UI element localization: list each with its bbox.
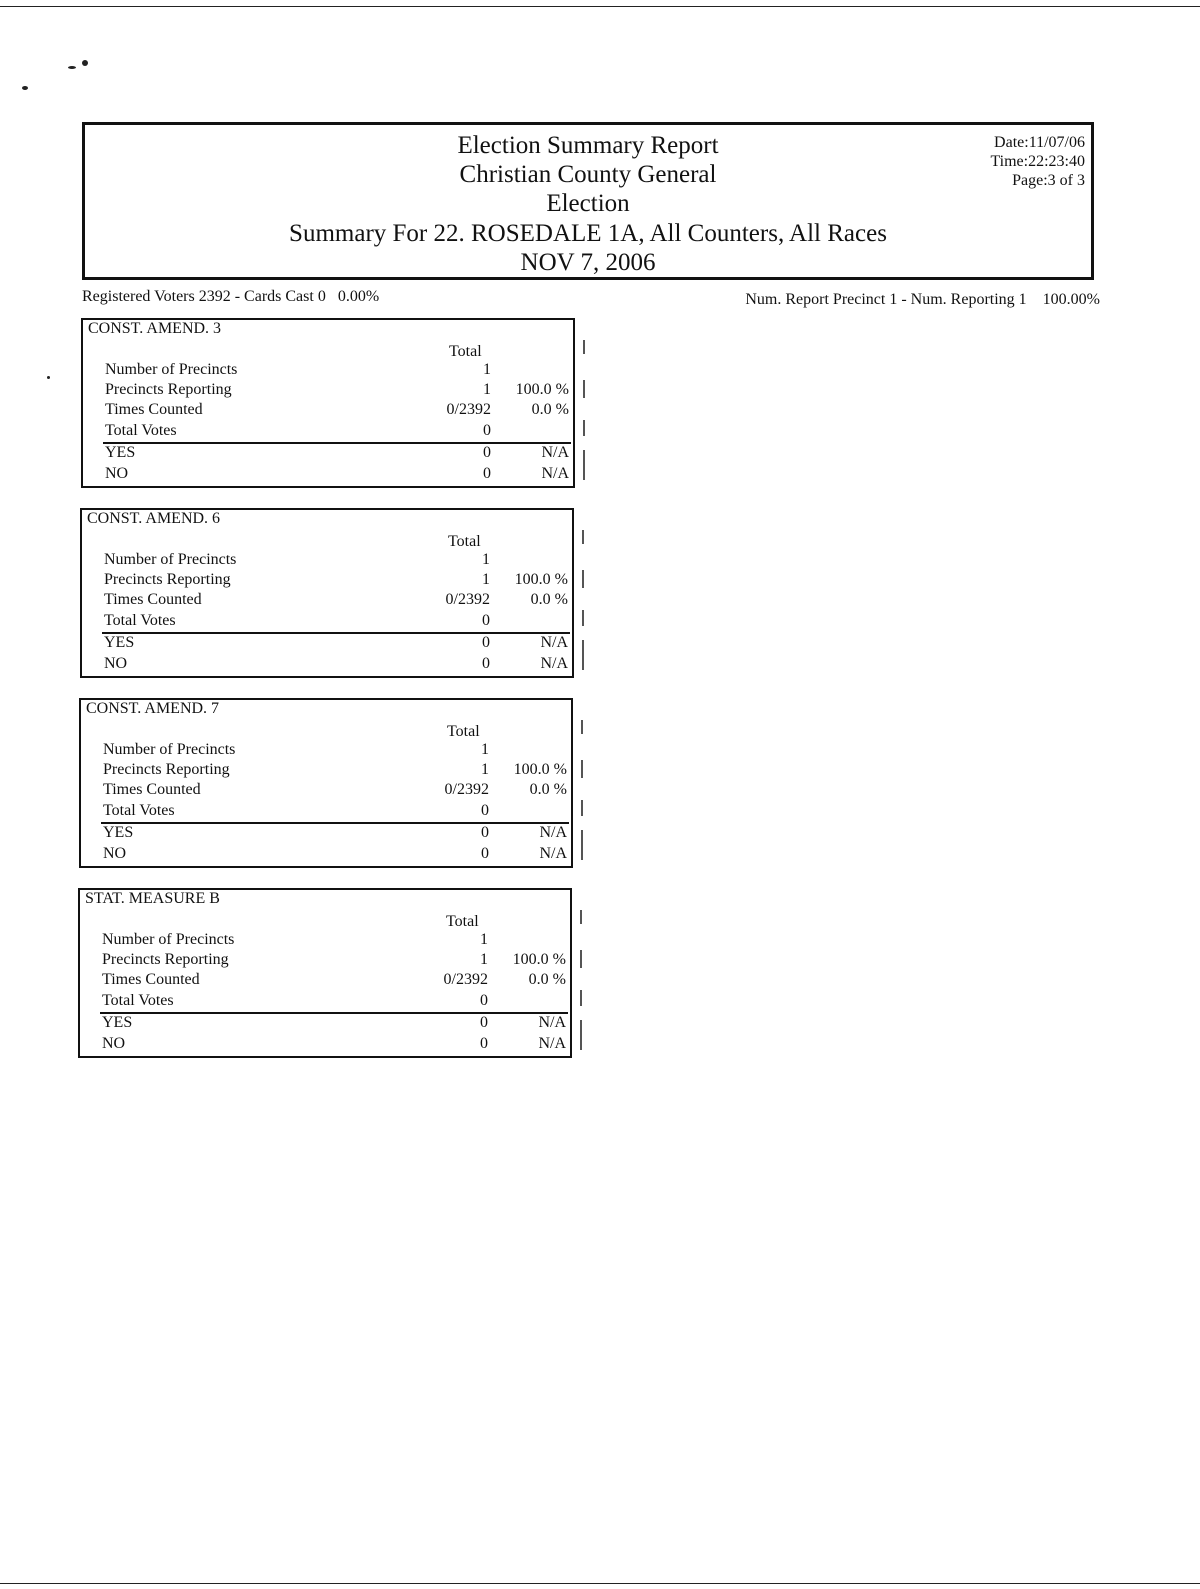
row-label: Times Counted xyxy=(103,781,201,798)
race-box xyxy=(78,888,572,1058)
total-votes-rule xyxy=(102,632,570,634)
scan-mark xyxy=(582,640,584,670)
row-percent: N/A xyxy=(540,634,568,651)
race-title: CONST. AMEND. 3 xyxy=(88,320,222,337)
row-label: Total Votes xyxy=(104,612,176,629)
row-percent: N/A xyxy=(538,1014,566,1031)
row-label: Precincts Reporting xyxy=(104,571,231,588)
row-total-value: 0 xyxy=(483,444,491,461)
race-row xyxy=(105,361,571,381)
row-total-value: 0 xyxy=(481,845,489,862)
total-column-header: Total xyxy=(446,913,479,930)
row-total-value: 0/2392 xyxy=(446,401,491,418)
race-row xyxy=(103,802,569,822)
row-percent: 100.0 % xyxy=(515,381,569,398)
row-total-value: 0 xyxy=(481,824,489,841)
race-row xyxy=(102,992,568,1012)
row-percent: N/A xyxy=(538,1035,566,1052)
race-box xyxy=(79,698,573,868)
row-label: Times Counted xyxy=(102,971,200,988)
row-label: Precincts Reporting xyxy=(103,761,230,778)
row-total-value: 0 xyxy=(480,1014,488,1031)
row-label: Total Votes xyxy=(105,422,177,439)
race-row xyxy=(102,951,568,971)
row-percent: 100.0 % xyxy=(512,951,566,968)
row-label: NO xyxy=(105,465,129,482)
row-label: NO xyxy=(104,655,128,672)
race-title: CONST. AMEND. 6 xyxy=(87,510,221,527)
scan-speck xyxy=(22,86,28,90)
total-votes-rule xyxy=(103,442,571,444)
row-label: Times Counted xyxy=(105,401,203,418)
row-label: Total Votes xyxy=(103,802,175,819)
race-box xyxy=(80,508,574,678)
race-row xyxy=(103,741,569,761)
race-row xyxy=(105,381,571,401)
race-row xyxy=(105,401,571,421)
race-row xyxy=(104,634,570,654)
scan-mark xyxy=(581,720,583,734)
row-total-value: 0 xyxy=(480,992,488,1009)
race-row xyxy=(104,571,570,591)
row-total-value: 1 xyxy=(482,551,490,568)
race-title: CONST. AMEND. 7 xyxy=(86,700,220,717)
row-total-value: 1 xyxy=(480,951,488,968)
row-label: YES xyxy=(105,444,136,461)
row-total-value: 0/2392 xyxy=(443,971,488,988)
race-row xyxy=(102,931,568,951)
row-label: YES xyxy=(103,824,134,841)
row-percent: 100.0 % xyxy=(514,571,568,588)
row-percent: 0.0 % xyxy=(529,781,567,798)
scan-mark xyxy=(583,450,585,480)
report-date-line: NOV 7, 2006 xyxy=(520,249,656,276)
scan-mark xyxy=(583,340,585,354)
row-percent: 100.0 % xyxy=(513,761,567,778)
row-label: Number of Precincts xyxy=(103,741,236,758)
row-percent: N/A xyxy=(541,444,569,461)
report-meta xyxy=(990,133,1085,190)
registered-voters-line: Registered Voters 2392 - Cards Cast 0 0.00% xyxy=(82,288,380,305)
race-box xyxy=(81,318,575,488)
race-row xyxy=(105,444,571,464)
race-row xyxy=(103,845,569,865)
row-total-value: 1 xyxy=(482,571,490,588)
scan-mark xyxy=(583,420,585,436)
race-row xyxy=(102,971,568,991)
scan-speck xyxy=(47,376,50,379)
row-label: YES xyxy=(102,1014,133,1031)
report-page: Page:3 of 3 xyxy=(1012,172,1085,189)
scan-edge-top xyxy=(0,6,1200,7)
reporting-precincts-line: Num. Report Precinct 1 - Num. Reporting 1 100.00% xyxy=(745,291,1100,308)
report-time: Time:22:23:40 xyxy=(990,153,1085,170)
row-label: Number of Precincts xyxy=(105,361,238,378)
scan-mark xyxy=(581,830,583,860)
report-county: Christian County General xyxy=(459,161,717,188)
scan-mark xyxy=(583,380,585,398)
row-total-value: 1 xyxy=(480,931,488,948)
row-total-value: 0 xyxy=(480,1035,488,1052)
scan-mark xyxy=(582,530,584,544)
report-summary-line: Summary For 22. ROSEDALE 1A, All Counters, All Races xyxy=(289,220,887,247)
report-header xyxy=(82,122,1094,280)
row-total-value: 0 xyxy=(481,802,489,819)
report-title: Election Summary Report xyxy=(457,132,719,159)
scan-mark xyxy=(582,570,584,588)
row-label: Precincts Reporting xyxy=(105,381,232,398)
race-row xyxy=(103,824,569,844)
report-election: Election xyxy=(546,190,630,217)
row-label: Number of Precincts xyxy=(102,931,235,948)
total-column-header: Total xyxy=(449,343,482,360)
scan-mark xyxy=(581,760,583,778)
scan-mark xyxy=(581,800,583,816)
row-total-value: 1 xyxy=(483,381,491,398)
row-percent: 0.0 % xyxy=(530,591,568,608)
row-percent: 0.0 % xyxy=(528,971,566,988)
race-row xyxy=(105,465,571,485)
total-column-header: Total xyxy=(447,723,480,740)
race-row xyxy=(102,1014,568,1034)
row-label: Total Votes xyxy=(102,992,174,1009)
row-percent: N/A xyxy=(540,655,568,672)
total-column-header: Total xyxy=(448,533,481,550)
row-label: YES xyxy=(104,634,135,651)
row-percent: N/A xyxy=(539,824,567,841)
row-total-value: 0 xyxy=(482,612,490,629)
row-total-value: 0 xyxy=(483,465,491,482)
total-votes-rule xyxy=(100,1012,568,1014)
row-total-value: 0/2392 xyxy=(444,781,489,798)
race-title: STAT. MEASURE B xyxy=(85,890,220,907)
scan-mark xyxy=(580,990,582,1006)
row-label: Times Counted xyxy=(104,591,202,608)
race-row xyxy=(104,591,570,611)
row-percent: N/A xyxy=(541,465,569,482)
scan-speck xyxy=(82,60,88,66)
race-row xyxy=(103,761,569,781)
row-percent: 0.0 % xyxy=(531,401,569,418)
row-total-value: 1 xyxy=(481,761,489,778)
row-percent: N/A xyxy=(539,845,567,862)
row-label: Precincts Reporting xyxy=(102,951,229,968)
race-row xyxy=(104,655,570,675)
row-total-value: 1 xyxy=(483,361,491,378)
scan-mark xyxy=(580,950,582,968)
race-row xyxy=(105,422,571,442)
report-date: Date:11/07/06 xyxy=(994,134,1085,151)
row-label: Number of Precincts xyxy=(104,551,237,568)
race-row xyxy=(104,551,570,571)
row-total-value: 1 xyxy=(481,741,489,758)
scan-mark xyxy=(580,910,582,924)
scan-speck xyxy=(68,66,76,69)
row-label: NO xyxy=(102,1035,126,1052)
row-label: NO xyxy=(103,845,127,862)
race-row xyxy=(102,1035,568,1055)
scan-mark xyxy=(580,1020,582,1050)
row-total-value: 0 xyxy=(483,422,491,439)
race-row xyxy=(104,612,570,632)
row-total-value: 0 xyxy=(482,634,490,651)
row-total-value: 0/2392 xyxy=(445,591,490,608)
scan-mark xyxy=(582,610,584,626)
total-votes-rule xyxy=(101,822,569,824)
row-total-value: 0 xyxy=(482,655,490,672)
scan-edge-bottom xyxy=(0,1583,1200,1584)
race-row xyxy=(103,781,569,801)
